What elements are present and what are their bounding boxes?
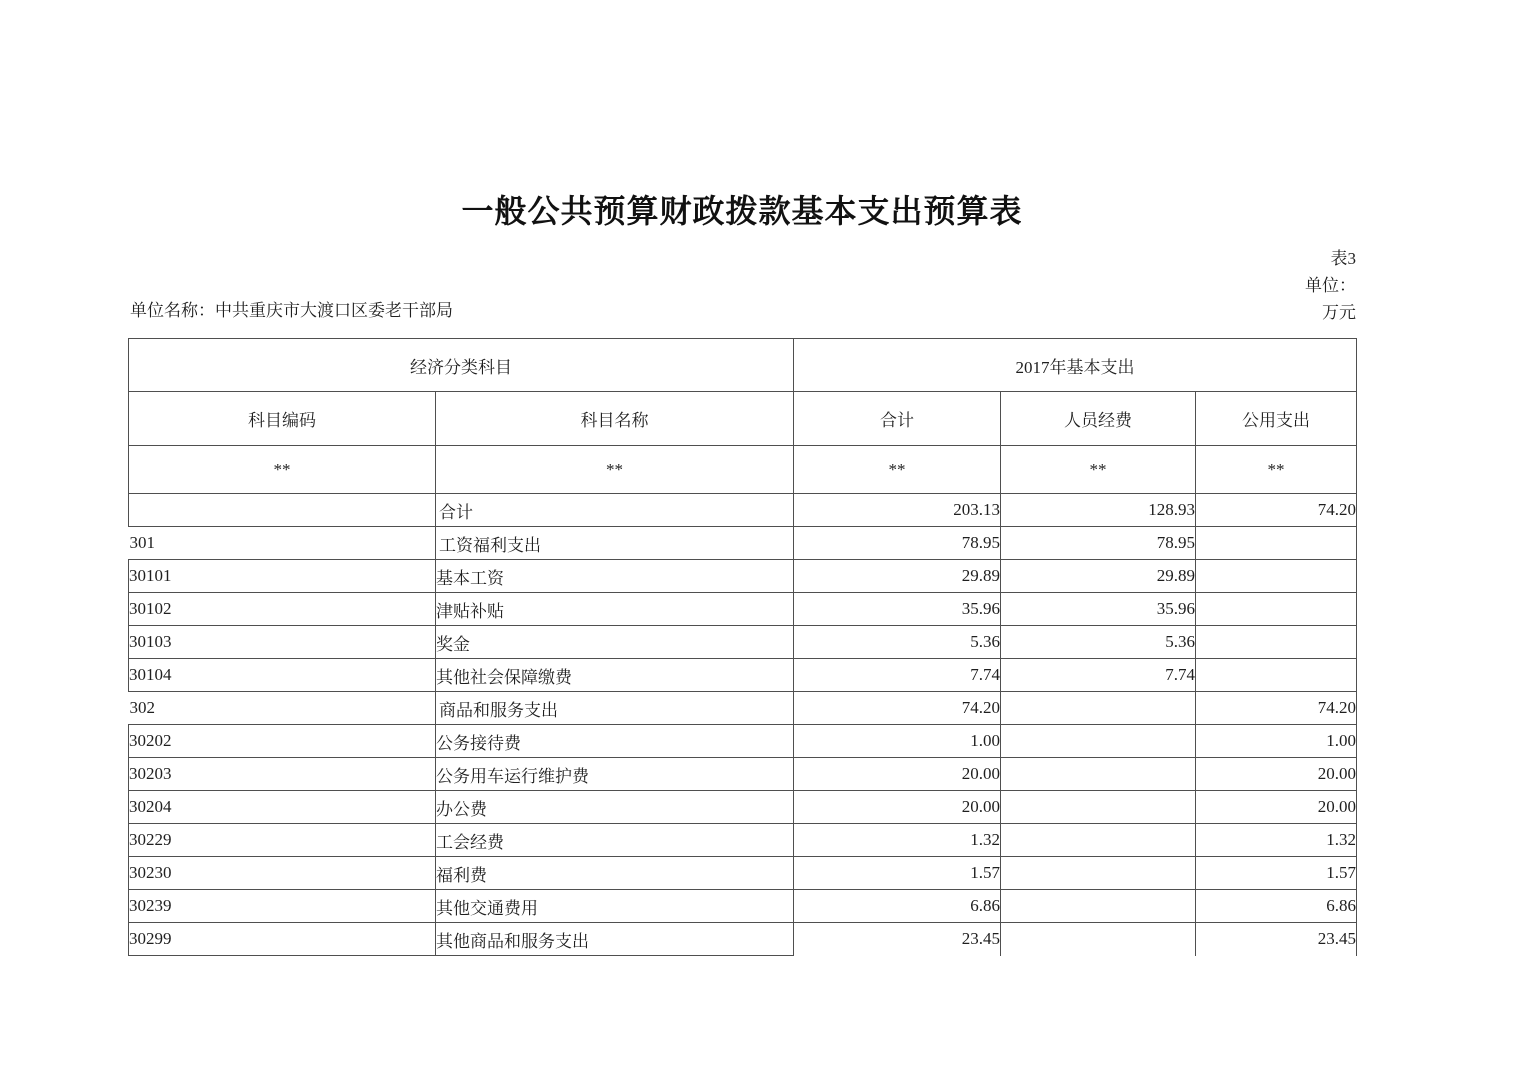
cell-personnel-funds	[1001, 923, 1196, 956]
table-row	[129, 527, 1357, 560]
cell-personnel-funds: 35.96	[1001, 593, 1196, 626]
cell-total: 23.45	[794, 923, 1001, 956]
cell-subject-name: 商品和服务支出	[436, 692, 794, 725]
table-row	[129, 560, 1357, 593]
table-row	[129, 626, 1357, 659]
cell-subject-name: 公务接待费	[436, 725, 794, 758]
cell-subject-name: 福利费	[436, 857, 794, 890]
budget-table	[128, 338, 1357, 956]
cell-total: 29.89	[794, 560, 1001, 593]
table-header-columns-row	[129, 392, 1357, 446]
cell-total: 78.95	[794, 527, 1001, 560]
cell-subject-code: 30204	[129, 791, 436, 824]
cell-subject-name: 奖金	[436, 626, 794, 659]
table-row	[129, 791, 1357, 824]
cell-public-expenditure: 23.45	[1196, 923, 1357, 956]
header-total: 合计	[794, 392, 1001, 446]
mask-cell-personnel: **	[1001, 446, 1196, 494]
table-mask-row	[129, 446, 1357, 494]
cell-subject-code: 30229	[129, 824, 436, 857]
cell-personnel-funds: 128.93	[1001, 494, 1196, 527]
cell-public-expenditure: 20.00	[1196, 791, 1357, 824]
cell-subject-code: 301	[129, 527, 436, 560]
table-row	[129, 758, 1357, 791]
cell-total: 20.00	[794, 791, 1001, 824]
table-row	[129, 890, 1357, 923]
cell-subject-name: 其他交通费用	[436, 890, 794, 923]
cell-subject-name: 工会经费	[436, 824, 794, 857]
cell-personnel-funds	[1001, 725, 1196, 758]
cell-subject-code: 30203	[129, 758, 436, 791]
cell-subject-code: 30299	[129, 923, 436, 956]
cell-total: 6.86	[794, 890, 1001, 923]
cell-subject-name: 工资福利支出	[436, 527, 794, 560]
mask-cell-code: **	[129, 446, 436, 494]
cell-personnel-funds	[1001, 758, 1196, 791]
table-row	[129, 923, 1357, 956]
table-row	[129, 659, 1357, 692]
cell-public-expenditure	[1196, 626, 1357, 659]
cell-public-expenditure	[1196, 560, 1357, 593]
mask-cell-total: **	[794, 446, 1001, 494]
cell-subject-name: 合计	[436, 494, 794, 527]
cell-personnel-funds	[1001, 890, 1196, 923]
table-row	[129, 824, 1357, 857]
table-header-group-row	[129, 339, 1357, 392]
cell-subject-code: 302	[129, 692, 436, 725]
cell-total: 1.32	[794, 824, 1001, 857]
cell-personnel-funds	[1001, 824, 1196, 857]
cell-total: 20.00	[794, 758, 1001, 791]
cell-subject-code: 30230	[129, 857, 436, 890]
cell-public-expenditure	[1196, 659, 1357, 692]
unit-label: 单位：	[1305, 276, 1356, 295]
cell-public-expenditure: 1.32	[1196, 824, 1357, 857]
header-subject-name: 科目名称	[436, 392, 794, 446]
table-row	[129, 593, 1357, 626]
mask-cell-name: **	[436, 446, 794, 494]
cell-personnel-funds: 78.95	[1001, 527, 1196, 560]
cell-subject-name: 其他商品和服务支出	[436, 923, 794, 956]
cell-subject-code: 30202	[129, 725, 436, 758]
unit-value: 万元	[1322, 303, 1356, 322]
cell-total: 35.96	[794, 593, 1001, 626]
cell-total: 203.13	[794, 494, 1001, 527]
cell-public-expenditure: 74.20	[1196, 692, 1357, 725]
cell-public-expenditure	[1196, 527, 1357, 560]
cell-total: 74.20	[794, 692, 1001, 725]
table-row	[129, 692, 1357, 725]
cell-subject-name: 其他社会保障缴费	[436, 659, 794, 692]
cell-public-expenditure	[1196, 593, 1357, 626]
cell-personnel-funds	[1001, 791, 1196, 824]
header-economic-category: 经济分类科目	[129, 339, 794, 392]
cell-subject-code: 30239	[129, 890, 436, 923]
cell-subject-name: 津贴补贴	[436, 593, 794, 626]
cell-personnel-funds	[1001, 857, 1196, 890]
cell-subject-name: 办公费	[436, 791, 794, 824]
cell-subject-code: 30104	[129, 659, 436, 692]
cell-public-expenditure: 1.57	[1196, 857, 1357, 890]
header-subject-code: 科目编码	[129, 392, 436, 446]
cell-subject-name: 基本工资	[436, 560, 794, 593]
header-2017-basic-expenditure: 2017年基本支出	[794, 339, 1357, 392]
table-row	[129, 494, 1357, 527]
mask-cell-public: **	[1196, 446, 1357, 494]
page-title: 一般公共预算财政拨款基本支出预算表	[461, 193, 1023, 229]
cell-public-expenditure: 6.86	[1196, 890, 1357, 923]
table-row	[129, 725, 1357, 758]
cell-total: 1.00	[794, 725, 1001, 758]
table-row	[129, 857, 1357, 890]
cell-public-expenditure: 20.00	[1196, 758, 1357, 791]
header-public-expenditure: 公用支出	[1196, 392, 1357, 446]
cell-personnel-funds: 29.89	[1001, 560, 1196, 593]
cell-subject-code: 30101	[129, 560, 436, 593]
cell-personnel-funds: 7.74	[1001, 659, 1196, 692]
header-personnel-funds: 人员经费	[1001, 392, 1196, 446]
cell-total: 5.36	[794, 626, 1001, 659]
cell-subject-name: 公务用车运行维护费	[436, 758, 794, 791]
cell-total: 1.57	[794, 857, 1001, 890]
cell-subject-code	[129, 494, 436, 527]
cell-personnel-funds	[1001, 692, 1196, 725]
cell-public-expenditure: 74.20	[1196, 494, 1357, 527]
cell-total: 7.74	[794, 659, 1001, 692]
cell-public-expenditure: 1.00	[1196, 725, 1357, 758]
cell-subject-code: 30103	[129, 626, 436, 659]
cell-subject-code: 30102	[129, 593, 436, 626]
cell-personnel-funds: 5.36	[1001, 626, 1196, 659]
org-name-label: 单位名称：中共重庆市大渡口区委老干部局	[130, 301, 453, 320]
table-number: 表3	[1330, 249, 1356, 268]
